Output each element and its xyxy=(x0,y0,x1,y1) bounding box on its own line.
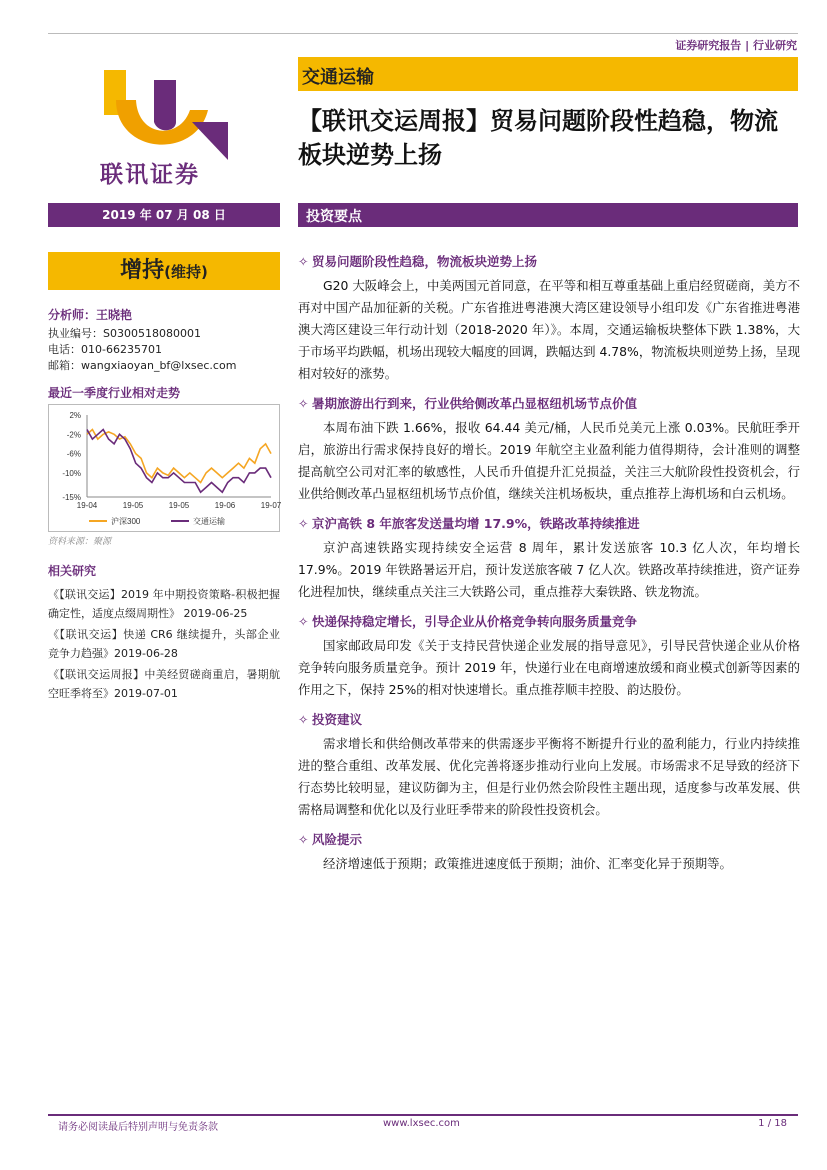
page-number: 1 / 18 xyxy=(758,1118,787,1129)
section-body: G20 大阪峰会上，中美两国元首同意，在平等和相互尊重基础上重启经贸磋商，美方不再对中国产品加征新的关税。广东省推进粤港澳大湾区建设领导小组印发《广东省推进粤港澳大湾区建设三年行动计划（2018-2020 年）》。本周，交通运输板块整体下跌 1.38%，大于市场平均跌幅，机场出现较大幅度的回调，跌幅达到 4.78%，物流板块则逆势上扬，呈现相对较好的涨势。 xyxy=(298,278,800,381)
y-tick-label: -2% xyxy=(66,430,81,440)
chart-source: 资料来源：聚源 xyxy=(48,537,112,547)
legend-label: 沪深300 xyxy=(111,517,141,526)
sector-bar xyxy=(298,57,798,91)
report-type: 证券研究报告 | 行业研究 xyxy=(675,39,797,52)
rating-sub: (维持) xyxy=(164,263,208,281)
rating-main: 增持 xyxy=(120,258,165,283)
section-title: ✧ 贸易问题阶段性趋稳，物流板块逆势上扬 xyxy=(298,254,538,269)
key-points-heading: 投资要点 xyxy=(306,209,362,225)
report-headline: 【联讯交运周报】贸易问题阶段性趋稳，物流板块逆势上扬 xyxy=(298,107,778,169)
key-points-bar xyxy=(298,203,798,227)
footer-rule xyxy=(48,1114,798,1116)
analyst-name: 分析师：王晓艳 xyxy=(48,308,133,322)
chart-svg xyxy=(49,405,281,533)
section-body: 需求增长和供给侧改革带来的供需逐步平衡将不断提升行业的盈利能力，行业内持续推进的整合重组、改革发展、优化完善将逐步推动行业向上发展。市场需求不足导致的经济下行态势比较明显，建议防御为主，但是行业仍然会阶段性主题出现，适度参与改革发展、供需格局调整和优化以及行业旺季带来的阶段性投资机会。 xyxy=(298,736,800,817)
series-line xyxy=(87,430,271,483)
series-line xyxy=(87,430,271,493)
section-title: ✧ 风险提示 xyxy=(298,832,363,847)
section-body: 本周布油下跌 1.66%，报收 64.44 美元/桶，人民币兑美元上涨 0.03%。民航旺季开启，旅游出行需求保持良好的增长。2019 年航空主业盈利能力值得期待，会计准则的调整提高航空公司对汇率的敏感性，人民币升值提升汇兑损益，关注三大航阶段性投资机会，行业供给侧改革凸显枢纽机场节点价值，继续关注机场板块，重点推荐上海机场和白云机场。 xyxy=(298,420,800,501)
top-rule xyxy=(48,33,798,34)
x-tick-label: 19-04 xyxy=(76,501,98,510)
related-research-list xyxy=(48,585,280,705)
diamond-icon: ✧ xyxy=(298,832,309,847)
analyst-phone: 电话：010-66235701 xyxy=(48,343,162,356)
analyst-info xyxy=(48,306,288,374)
related-item[interactable]: 《【联讯交运周报】中美经贸磋商重启，暑期航空旺季将至》2019-07-01 xyxy=(48,668,280,700)
diamond-icon: ✧ xyxy=(298,516,309,531)
related-heading: 相关研究 xyxy=(48,564,97,578)
y-tick-label: -10% xyxy=(62,468,81,478)
chart-heading: 最近一季度行业相对走势 xyxy=(48,386,181,400)
x-tick-label: 19-06 xyxy=(214,501,236,510)
x-tick-label: 19-05 xyxy=(168,501,190,510)
legend-label: 交通运输 xyxy=(193,517,225,526)
sector-label: 交通运输 xyxy=(302,67,374,88)
section-title: ✧ 快递保持稳定增长，引导企业从价格竞争转向服务质量竞争 xyxy=(298,614,638,629)
section-body: 国家邮政局印发《关于支持民营快递企业发展的指导意见》，引导民营快递企业从价格竞争转向服务质量竞争。预计 2019 年，快递行业在电商增速放缓和商业模式创新等因素的作用之下，保持 25%的相对快速增长。重点推荐顺丰控股、韵达股份。 xyxy=(298,638,800,697)
section-title: ✧ 投资建议 xyxy=(298,712,363,727)
section-body: 京沪高速铁路实现持续安全运营 8 周年，累计发送旅客 10.3 亿人次，年均增长 17.9%。2019 年铁路暑运开启，预计发送旅客破 7 亿人次。铁路改革持续推进，资产证券化进程加快，继续重点关注三大铁路公司，重点推荐大秦铁路、铁龙物流。 xyxy=(298,540,800,599)
diamond-icon: ✧ xyxy=(298,254,309,269)
report-date: 2019 年 07 月 08 日 xyxy=(48,203,280,227)
footer-disclaimer[interactable]: 请务必阅读最后特别声明与免责条款 xyxy=(58,1122,218,1133)
x-tick-label: 19-05 xyxy=(122,501,144,510)
analyst-license: 执业编号：S0300518080001 xyxy=(48,327,201,340)
section-title: ✧ 京沪高铁 8 年旅客发送量均增 17.9%，铁路改革持续推进 xyxy=(298,516,640,531)
rating-box xyxy=(48,252,280,290)
y-tick-label: 2% xyxy=(69,411,81,420)
logo-dark-swoosh xyxy=(154,80,176,130)
y-tick-label: -6% xyxy=(66,449,81,459)
x-tick-label: 19-07 xyxy=(260,501,281,510)
related-item[interactable]: 《【联讯交运】快递 CR6 继续提升，头部企业竞争力趋强》2019-06-28 xyxy=(48,628,280,660)
footer-url[interactable]: www.lxsec.com xyxy=(383,1118,460,1129)
main-content xyxy=(298,252,800,875)
section-body: 经济增速低于预期；政策推进速度低于预期；油价、汇率变化异于预期等。 xyxy=(323,856,732,871)
diamond-icon: ✧ xyxy=(298,712,309,727)
y-tick-label: -15% xyxy=(62,493,81,502)
diamond-icon: ✧ xyxy=(298,396,309,411)
diamond-icon: ✧ xyxy=(298,614,309,629)
analyst-email[interactable]: 邮箱：wangxiaoyan_bf@lxsec.com xyxy=(48,359,237,372)
section-title: ✧ 暑期旅游出行到来，行业供给侧改革凸显枢纽机场节点价值 xyxy=(298,396,638,411)
relative-trend-chart xyxy=(48,404,280,532)
related-item[interactable]: 《【联讯交运】2019 年中期投资策略-积极把握确定性，适度点缀周期性》 2019-06-25 xyxy=(48,588,280,620)
brand-name: 联讯证券 xyxy=(100,161,200,188)
